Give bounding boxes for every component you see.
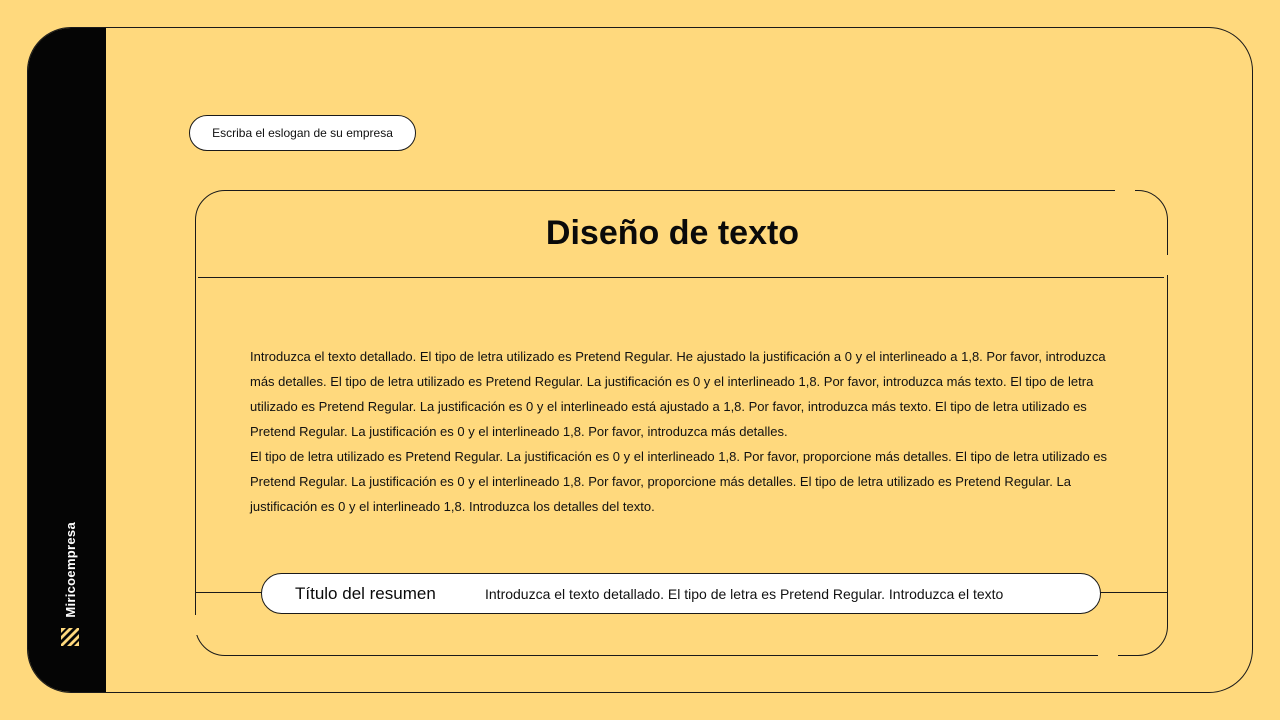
border-gap <box>1098 653 1118 659</box>
summary-pill <box>261 573 1101 614</box>
body-paragraph-2: El tipo de letra utilizado es Pretend Regular. La justificación es 0 y el interlineado 1,8. Por favor, proporcione más detalles. El tipo de letra utilizado es Pretend Regular. La justificación es 0 y el interlineado 1,8. Por favor, proporcione más detalles. El tipo de letra utilizado es Pretend Regular. La justificación es 0 y el interlineado 1,8. Introduzca los detalles del texto. <box>250 449 1108 514</box>
title-divider <box>198 277 1164 278</box>
border-gap <box>1164 255 1170 275</box>
brand <box>60 522 80 646</box>
border-gap <box>193 615 199 635</box>
border-gap <box>1115 188 1135 193</box>
summary-title: Título del resumen <box>295 583 436 603</box>
body-paragraph-1: Introduzca el texto detallado. El tipo de letra utilizado es Pretend Regular. He ajustado la justificación a 0 y el interlineado a 1,8. Por favor, introduzca más detalles. El tipo de letra utilizado es Pretend Regular. La justificación es 0 y el interlineado 1,8. Por favor, introduzca más texto. El tipo de letra utilizado es Pretend Regular. La justificación es 0 y el interlineado está ajustado a 1,8. Por favor, introduzca más texto. El tipo de letra utilizado es Pretend Regular. La justificación es 0 y el interlineado 1,8. Por favor, introduzca más detalles. <box>250 349 1106 439</box>
body-text <box>250 344 1120 519</box>
diagonal-stripes-logo-icon <box>61 628 79 646</box>
page-title: Diseño de texto <box>545 214 800 252</box>
slogan-text: Escriba el eslogan de su empresa <box>212 126 393 140</box>
slogan-pill <box>189 115 416 151</box>
brand-name: Miricoempresa <box>62 522 78 618</box>
summary-line-right <box>1098 592 1168 593</box>
summary-text: Introduzca el texto detallado. El tipo de letra es Pretend Regular. Introduzca el texto <box>485 585 1004 602</box>
summary-line-left <box>195 592 265 593</box>
sidebar <box>28 28 106 692</box>
